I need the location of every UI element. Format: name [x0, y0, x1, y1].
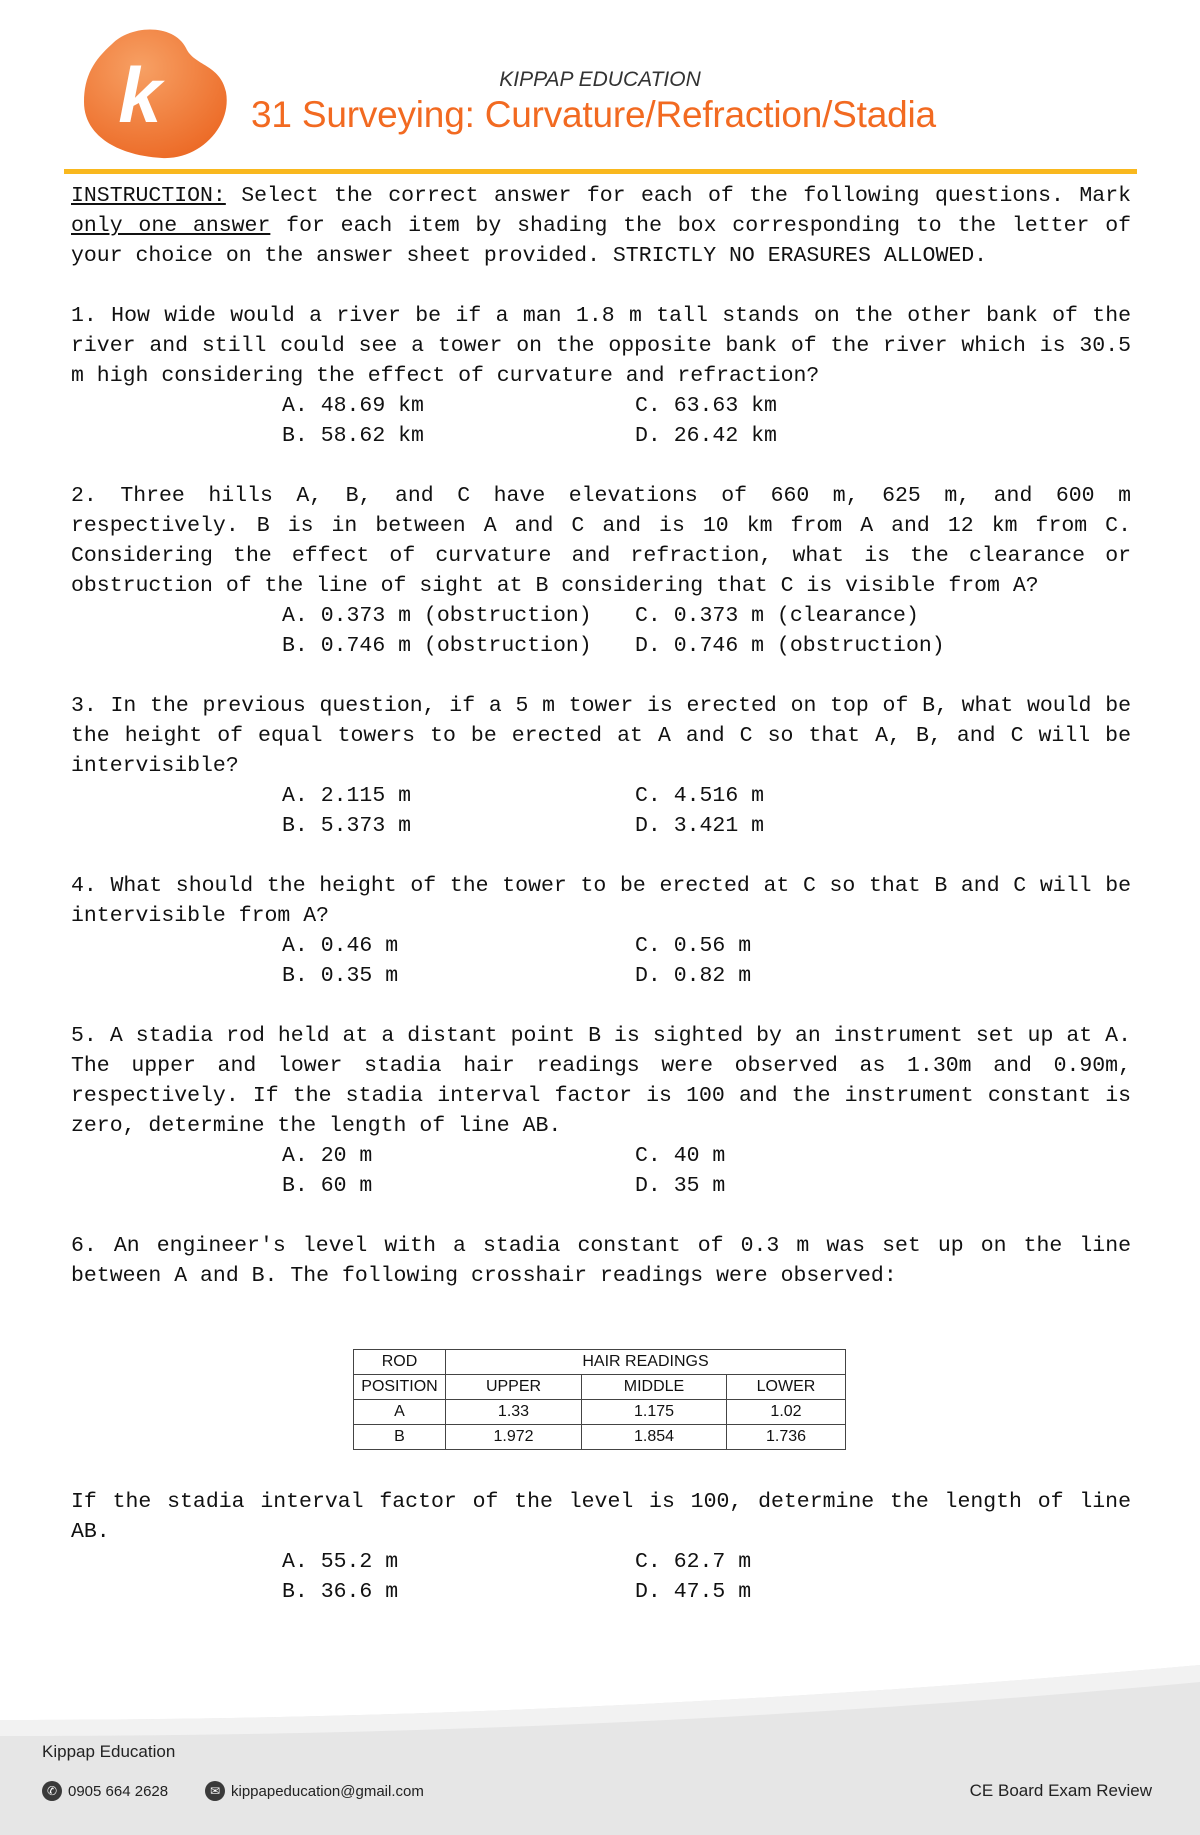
instruction-paragraph — [71, 181, 1131, 271]
instruction-emphasis: only one answer — [71, 214, 271, 238]
question-6: 6. An engineer's level with a stadia constant of 0.3 m was set up on the line between A and B. The following crosshair readings were observed: — [71, 1234, 1131, 1288]
choice-2b: B. 0.746 m (obstruction) — [282, 634, 592, 658]
choices-3 — [71, 781, 1131, 841]
choice-1a: A. 48.69 km — [282, 394, 424, 418]
table-cell: 1.175 — [582, 1400, 727, 1425]
choice-6c: C. 62.7 m — [635, 1550, 752, 1574]
choice-3d: D. 3.421 m — [635, 814, 765, 838]
table-header-upper: UPPER — [446, 1375, 582, 1400]
choice-6d: D. 47.5 m — [635, 1580, 752, 1604]
footer-background — [0, 1650, 1200, 1835]
table-header-group: HAIR READINGS — [446, 1350, 846, 1375]
phone-icon: ✆ — [42, 1781, 62, 1801]
footer-email-address: kippapeducation@gmail.com — [231, 1782, 424, 1800]
table-cell: A — [354, 1400, 446, 1425]
choice-1b: B. 58.62 km — [282, 424, 424, 448]
choices-5 — [71, 1141, 1131, 1201]
choice-4d: D. 0.82 m — [635, 964, 752, 988]
question-6-continued — [71, 1487, 1131, 1607]
choice-3b: B. 5.373 m — [282, 814, 412, 838]
table-row — [354, 1400, 846, 1425]
choices-2 — [71, 601, 1131, 661]
question-1: 1. How wide would a river be if a man 1.8 m tall stands on the other bank of the river and still could see a tower on the opposite bank of the river which is 30.5 m high considering the effect of curvature and refraction? — [71, 304, 1131, 388]
table-cell: 1.972 — [446, 1425, 582, 1450]
table-cell: 1.854 — [582, 1425, 727, 1450]
footer-email — [205, 1781, 424, 1801]
choice-5c: C. 40 m — [635, 1144, 726, 1168]
question-6-prompt: If the stadia interval factor of the level is 100, determine the length of line AB. — [71, 1490, 1131, 1544]
instruction-text-1: Select the correct answer for each of the following questions. Mark — [225, 184, 1131, 208]
choice-4c: C. 0.56 m — [635, 934, 752, 958]
footer-phone-number: 0905 664 2628 — [68, 1782, 169, 1800]
table-cell: 1.33 — [446, 1400, 582, 1425]
email-icon: ✉ — [205, 1781, 225, 1801]
question-4: 4. What should the height of the tower to be erected at C so that B and C will be intervisible from A? — [71, 874, 1131, 928]
choice-2c: C. 0.373 m (clearance) — [635, 604, 919, 628]
hair-readings-table — [353, 1349, 846, 1450]
choices-6 — [71, 1547, 1131, 1607]
choice-5a: A. 20 m — [282, 1144, 373, 1168]
question-2: 2. Three hills A, B, and C have elevations of 660 m, 625 m, and 600 m respectively. B is in between A and C and is 10 km from A and 12 km from C. Considering the effect of curvature and refraction, what is the clearance or obstruction of the line of sight at B considering that C is visible from A? — [71, 484, 1131, 598]
choice-3c: C. 4.516 m — [635, 784, 765, 808]
table-cell: 1.02 — [727, 1400, 846, 1425]
table-row — [354, 1425, 846, 1450]
choices-4 — [71, 931, 1131, 991]
choices-1 — [71, 391, 1131, 451]
page-title: 31 Surveying: Curvature/Refraction/Stadia — [251, 94, 936, 135]
footer-company: Kippap Education — [42, 1742, 176, 1761]
table-header-position: POSITION — [354, 1375, 446, 1400]
choice-3a: A. 2.115 m — [282, 784, 412, 808]
exam-content — [71, 181, 1131, 1291]
choice-5b: B. 60 m — [282, 1174, 373, 1198]
choice-5d: D. 35 m — [635, 1174, 726, 1198]
choice-2d: D. 0.746 m (obstruction) — [635, 634, 945, 658]
kippap-logo — [82, 26, 228, 160]
table-cell: 1.736 — [727, 1425, 846, 1450]
choice-6b: B. 36.6 m — [282, 1580, 399, 1604]
footer-tagline: CE Board Exam Review — [969, 1781, 1152, 1800]
table-header-middle: MIDDLE — [582, 1375, 727, 1400]
logo-letter: k — [118, 51, 162, 139]
choice-6a: A. 55.2 m — [282, 1550, 399, 1574]
choice-2a: A. 0.373 m (obstruction) — [282, 604, 592, 628]
choice-1d: D. 26.42 km — [635, 424, 777, 448]
choice-4a: A. 0.46 m — [282, 934, 399, 958]
table-cell: B — [354, 1425, 446, 1450]
header-divider — [64, 169, 1137, 174]
instruction-text-2: for each item by shading the box corresponding to the letter of your choice on the answer sheet provided. STRICTLY NO ERASURES ALLOWED. — [71, 214, 1131, 268]
choice-4b: B. 0.35 m — [282, 964, 399, 988]
choice-1c: C. 63.63 km — [635, 394, 777, 418]
footer-phone — [42, 1781, 168, 1801]
hair-readings-table-wrap — [353, 1349, 846, 1450]
instruction-label: INSTRUCTION: — [71, 184, 226, 208]
brand-name: KIPPAP EDUCATION — [499, 68, 701, 91]
table-header-lower: LOWER — [727, 1375, 846, 1400]
question-5: 5. A stadia rod held at a distant point B is sighted by an instrument set up at A. The upper and lower stadia hair readings were observed as 1.30m and 0.90m, respectively. If the stadia interval factor is 100 and the instrument constant is zero, determine the length of line AB. — [71, 1024, 1131, 1138]
table-header-rod: ROD — [354, 1350, 446, 1375]
question-3: 3. In the previous question, if a 5 m tower is erected on top of B, what would be the height of equal towers to be erected at A and C so that A, B, and C will be intervisible? — [71, 694, 1131, 778]
